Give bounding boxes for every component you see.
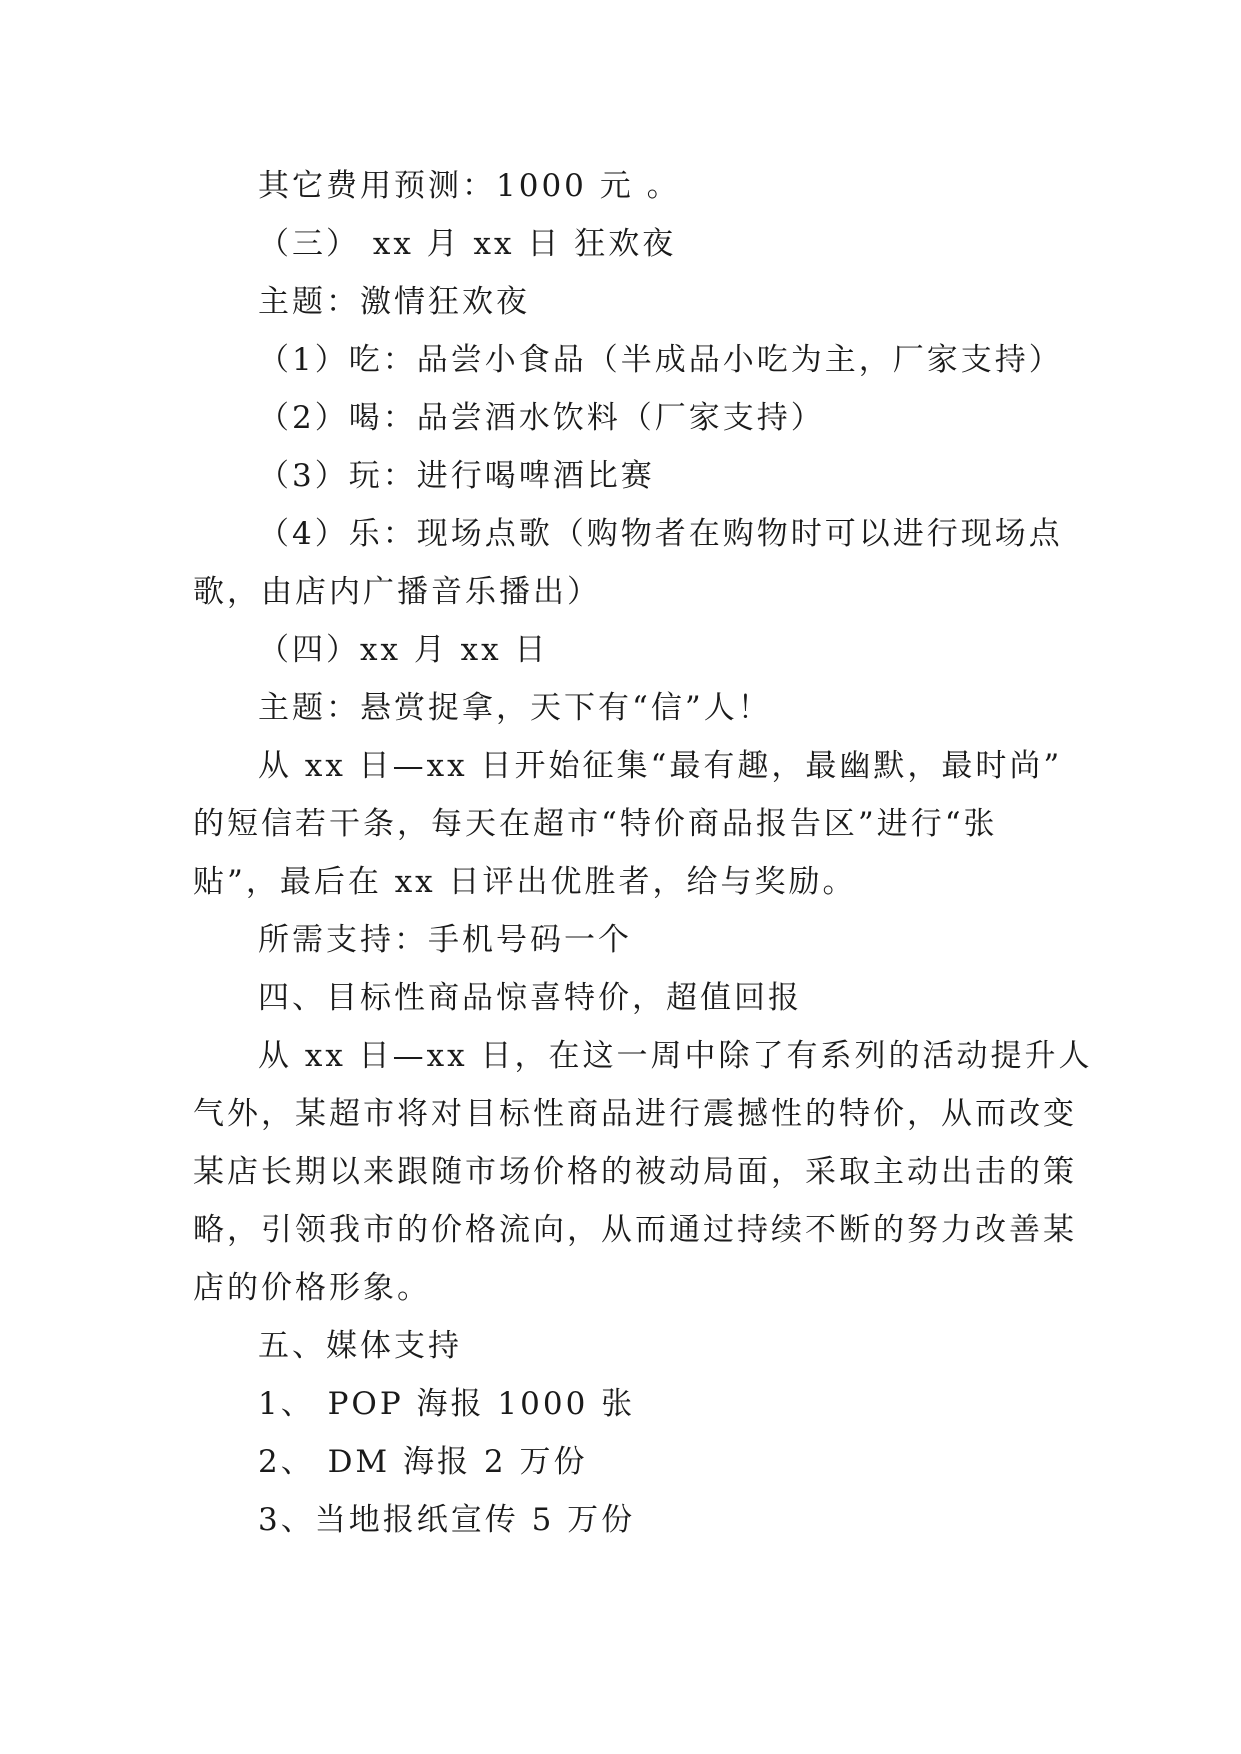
list-item: 3、当地报纸宣传 5 万份 bbox=[258, 1502, 636, 1538]
paragraph-line: 气外，某超市将对目标性商品进行震撼性的特价，从而改变 bbox=[193, 1096, 1077, 1132]
paragraph-line: 店的价格形象。 bbox=[193, 1270, 431, 1306]
list-item: 2、 DM 海报 2 万份 bbox=[258, 1444, 588, 1480]
section-heading: （四）xx 月 xx 日 bbox=[258, 632, 549, 668]
paragraph-line: 略，引领我市的价格流向，从而通过持续不断的努力改善某 bbox=[193, 1212, 1077, 1248]
paragraph-line: 主题：悬赏捉拿，天下有“信”人！ bbox=[258, 690, 772, 726]
paragraph-line: 其它费用预测：1000 元 。 bbox=[258, 168, 681, 204]
paragraph-line: 的短信若干条，每天在超市“特价商品报告区”进行“张 bbox=[193, 806, 998, 842]
section-heading: （三） xx 月 xx 日 狂欢夜 bbox=[258, 226, 677, 262]
section-heading: 五、媒体支持 bbox=[258, 1328, 462, 1364]
list-item: （1）吃：品尝小食品（半成品小吃为主，厂家支持） bbox=[258, 342, 1063, 378]
paragraph-line: 从 xx 日—xx 日开始征集“最有趣，最幽默，最时尚” bbox=[258, 748, 1063, 784]
paragraph-line: 贴”，最后在 xx 日评出优胜者，给与奖励。 bbox=[193, 864, 857, 900]
list-item: （2）喝：品尝酒水饮料（厂家支持） bbox=[258, 400, 825, 436]
list-item: （4）乐：现场点歌（购物者在购物时可以进行现场点 bbox=[258, 516, 1063, 552]
paragraph-line: 某店长期以来跟随市场价格的被动局面，采取主动出击的策 bbox=[193, 1154, 1077, 1190]
paragraph-line: 歌，由店内广播音乐播出） bbox=[193, 574, 601, 610]
paragraph-line: 所需支持：手机号码一个 bbox=[258, 922, 632, 958]
list-item: （3）玩：进行喝啤酒比赛 bbox=[258, 458, 655, 494]
list-item: 1、 POP 海报 1000 张 bbox=[258, 1386, 636, 1422]
paragraph-line: 从 xx 日—xx 日，在这一周中除了有系列的活动提升人 bbox=[258, 1038, 1093, 1074]
section-heading: 四、目标性商品惊喜特价，超值回报 bbox=[258, 980, 802, 1016]
paragraph-line: 主题：激情狂欢夜 bbox=[258, 284, 530, 320]
